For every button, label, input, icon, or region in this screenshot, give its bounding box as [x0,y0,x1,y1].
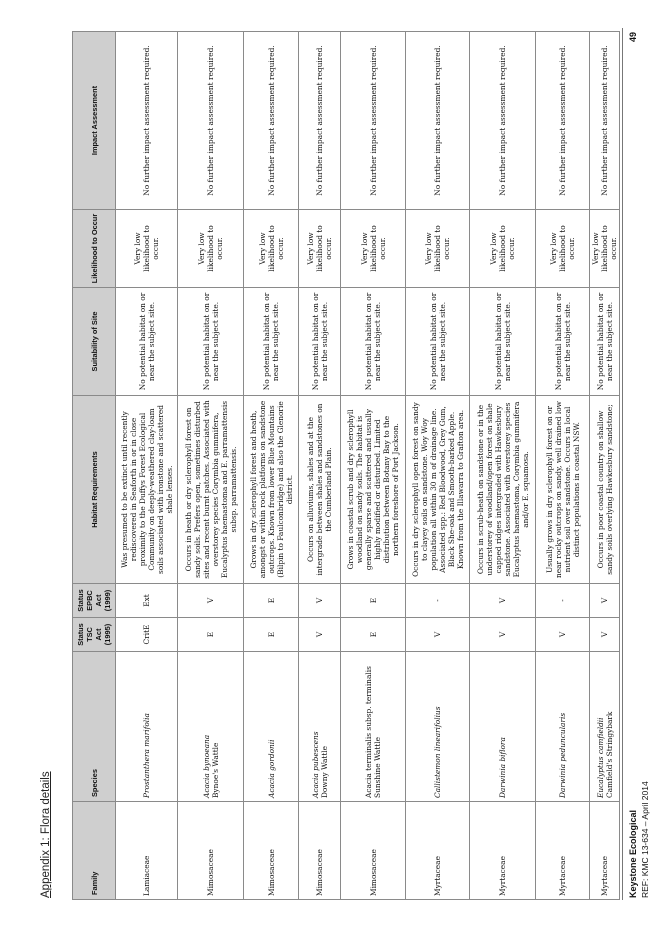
cell-tsc: V [470,618,536,652]
cell-family: Myrtaceae [590,802,620,900]
header-species: Species [73,652,116,802]
species-name: Darwinia peduncularis [558,712,567,798]
cell-species [406,652,470,802]
cell-suitability: No potential habitat on or near the subject site. [299,288,341,396]
cell-family: Myrtaceae [536,802,590,900]
header-family: Family [73,802,116,900]
species-name: Eucalyptus camfieldii [595,717,605,798]
cell-epbc: E [341,584,406,618]
species-name: Prostanthera marifolia [142,713,151,798]
cell-epbc: - [536,584,590,618]
cell-family: Mimosaceae [299,802,341,900]
species-name: Acacia bynoeana [201,734,211,798]
cell-suitability: No potential habitat on or near the subject site. [178,288,244,396]
table-row [178,32,244,900]
cell-species [341,652,406,802]
cell-likelihood: Very low likelihood to occur. [116,210,178,288]
cell-tsc: E [178,618,244,652]
common-name: Sunshine Wattle [373,736,382,798]
cell-habitat: Grows in coastal scrub and dry sclerophyll woodland on sandy soils. The habitat is generally sparse and scattered and usually highly modified or disturbed. Limited distribution between Botany Bay to the northern foreshore of Port Jackson. [341,396,406,584]
cell-species [244,652,299,802]
cell-likelihood: Very low likelihood to occur. [244,210,299,288]
cell-tsc: V [536,618,590,652]
cell-epbc: V [299,584,341,618]
cell-family: Mimosaceae [178,802,244,900]
cell-tsc: E [341,618,406,652]
cell-species [116,652,178,802]
cell-epbc: V [178,584,244,618]
footer-reference: REF: KMC 13-634 – April 2014 [640,781,650,898]
cell-impact: No further impact assessment required. [299,32,341,210]
cell-habitat: Grows in dry sclerophyll forest and heath, amongst or within rock platforms on sandstone outcrops. Known from lower Blue Mountains (Bilpin to Faulconbridge) and also the Glenorie district. [244,396,299,584]
cell-impact: No further impact assessment required. [470,32,536,210]
cell-species [299,652,341,802]
species-name: Darwinia biflora [498,737,507,798]
cell-species [178,652,244,802]
cell-habitat: Occurs on alluviums, shales and at the intergrade between shales and sandstones on the Cumberland Plain. [299,396,341,584]
cell-impact: No further impact assessment required. [244,32,299,210]
header-epbc: Status EPBC Act (1999) [73,584,116,618]
species-name: Acacia gordonii [266,739,276,798]
cell-impact: No further impact assessment required. [536,32,590,210]
cell-epbc: E [244,584,299,618]
cell-suitability: No potential habitat on or near the subject site. [536,288,590,396]
cell-likelihood: Very low likelihood to occur. [470,210,536,288]
table-header-row [73,32,116,900]
cell-habitat: Occurs in scrub-heath on sandstone or in the understorey of woodland/open forest on shale capped ridges intergraded with Hawkesbury sandstone. Associated with overstorey species Eucalyptus haemastoma, Corymbia gummifera and/or E. squamosa. [470,396,536,584]
cell-species [536,652,590,802]
cell-likelihood: Very low likelihood to occur. [178,210,244,288]
cell-epbc: - [406,584,470,618]
cell-tsc: V [406,618,470,652]
cell-family: Lamiaceae [116,802,178,900]
cell-likelihood: Very low likelihood to occur. [299,210,341,288]
footer-organisation: Keystone Ecological [628,809,638,898]
cell-species [470,652,536,802]
table-row [470,32,536,900]
table-row [406,32,470,900]
cell-suitability: No potential habitat on or near the subject site. [406,288,470,396]
cell-suitability: No potential habitat on or near the subject site. [341,288,406,396]
table-row [116,32,178,900]
cell-family: Myrtaceae [470,802,536,900]
table-row [341,32,406,900]
cell-tsc: CritE [116,618,178,652]
cell-habitat: Occurs in poor coastal country on shallow sandy soils overlying Hawkesbury sandstone; [590,396,620,584]
cell-habitat: Occurs in dry sclerophyll open forest on sandy to clayey soils on sandstone. Woy Woy population all within 30 m of drainage line. Associated spp.: Red Bloodwood, Grey Gum, Black She-oak and Smooth-barked Apple. Known from the Illawarra to Grafton area. [406,396,470,584]
cell-tsc: E [244,618,299,652]
cell-tsc: V [299,618,341,652]
cell-suitability: No potential habitat on or near the subject site. [590,288,620,396]
common-name: Bynoe's Wattle [210,742,220,798]
header-suitability: Suitability of Site [73,288,116,396]
cell-habitat: Usually grows in dry sclerophyll forest on or near rocky outcrops on sandy, well drained low nutrient soil over sandstone. Occurs in local distinct populations in coastal NSW. [536,396,590,584]
cell-suitability: No potential habitat on or near the subject site. [116,288,178,396]
cell-suitability: No potential habitat on or near the subject site. [244,288,299,396]
species-name: Callistemon linearifolius [433,706,442,798]
page-title: Appendix 1: Flora details [40,771,52,898]
cell-likelihood: Very low likelihood to occur. [406,210,470,288]
common-name: Camfield's Stringybark [604,711,614,798]
cell-tsc: V [590,618,620,652]
table-row [536,32,590,900]
cell-epbc: V [470,584,536,618]
footer-divider [622,28,623,900]
cell-likelihood: Very low likelihood to occur. [536,210,590,288]
cell-impact: No further impact assessment required. [406,32,470,210]
table-row [244,32,299,900]
cell-family: Mimosaceae [244,802,299,900]
cell-impact: No further impact assessment required. [590,32,620,210]
table-row [590,32,620,900]
cell-impact: No further impact assessment required. [178,32,244,210]
cell-habitat: Was presumed to be extinct until recently rediscovered in Seaforth in or in close proximity to the Duffys Forest Ecological Community on deeply-weathered clay-loam soils associated with ironstone and scattered shale lenses. [116,396,178,584]
cell-habitat: Occurs in heath or dry sclerophyll forest on sandy soils. Prefers open, sometimes disturbed sites and recent burnt patches. Associated with overstorey species Corymbia gummifera, Eucalyptus haemastoma and E. parramattensis subsp. parramattensis. [178,396,244,584]
cell-species [590,652,620,802]
cell-impact: No further impact assessment required. [116,32,178,210]
table-row [299,32,341,900]
species-name: Acacia pubescens [310,731,320,798]
cell-family: Mimosaceae [341,802,406,900]
header-habitat: Habitat Requirements [73,396,116,584]
header-tsc: Status TSC Act (1995) [73,618,116,652]
page-number: 49 [628,32,638,43]
header-likelihood: Likelihood to Occur [73,210,116,288]
cell-suitability: No potential habitat on or near the subject site. [470,288,536,396]
cell-epbc: Ext [116,584,178,618]
header-impact: Impact Assessment [73,32,116,210]
cell-likelihood: Very low likelihood to occur. [590,210,620,288]
species-name: Acacia terminalis subsp. terminalis [364,666,373,798]
cell-epbc: V [590,584,620,618]
common-name: Downy Wattle [319,745,329,798]
cell-family: Myrtaceae [406,802,470,900]
cell-impact: No further impact assessment required. [341,32,406,210]
flora-table [72,31,620,900]
cell-likelihood: Very low likelihood to occur. [341,210,406,288]
